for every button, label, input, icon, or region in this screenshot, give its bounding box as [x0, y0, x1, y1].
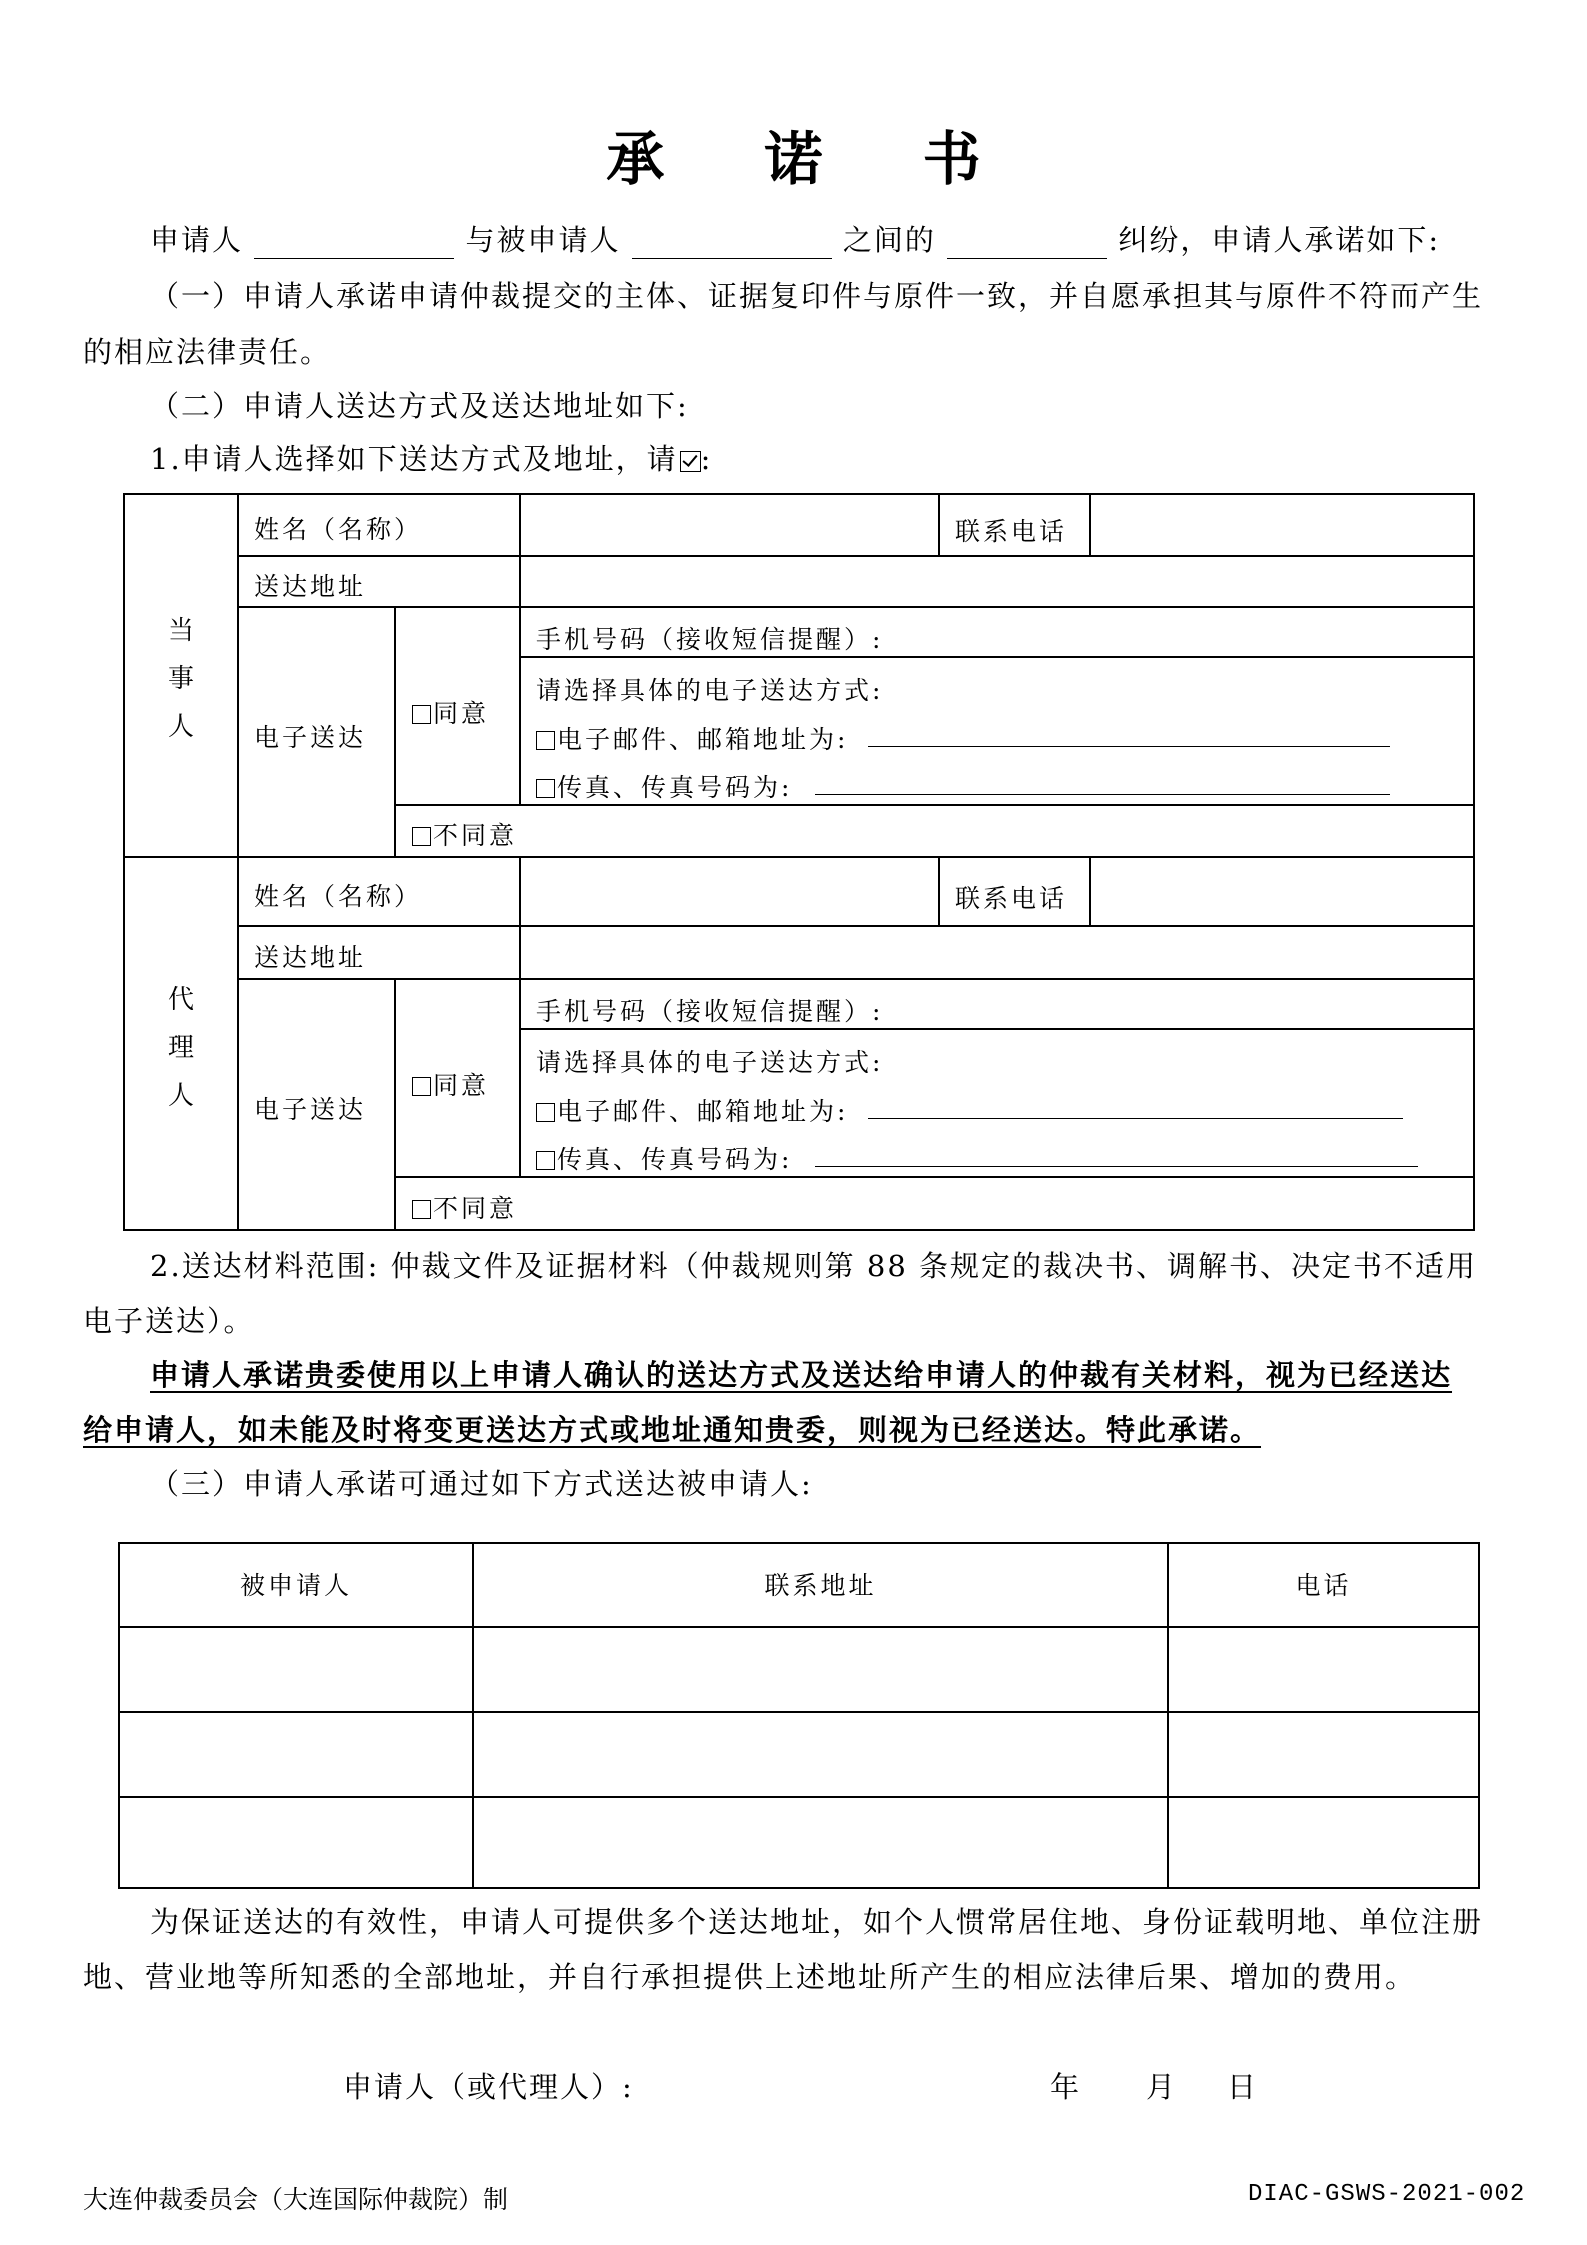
- party-address-label: 送达地址: [254, 572, 367, 601]
- agent-label-char: 代: [167, 985, 194, 1015]
- respondent-name-blank[interactable]: [632, 228, 832, 259]
- respondent-cell[interactable]: [120, 1798, 472, 1886]
- party-fax-label: 传真、传真号码为:: [557, 773, 793, 802]
- intro-line: [150, 218, 1440, 259]
- header-respondent: 被申请人: [239, 1571, 352, 1600]
- signature-month: 月: [1146, 2070, 1178, 2104]
- page-title: 承 诺 书: [606, 125, 1021, 193]
- applicant-name-blank[interactable]: [254, 228, 454, 259]
- agent-email-blank[interactable]: [868, 1118, 1403, 1119]
- party-email-blank[interactable]: [868, 746, 1390, 747]
- party-name-field[interactable]: [522, 497, 936, 553]
- item2-line2: 电子送达）。: [83, 1304, 255, 1338]
- checkbox-icon[interactable]: [536, 779, 555, 798]
- agent-choose-label: 请选择具体的电子送达方式:: [536, 1048, 884, 1077]
- section2-item1-text: 1.申请人选择如下送达方式及地址，请: [150, 442, 678, 476]
- agent-electronic-label: 电子送达: [254, 1095, 367, 1124]
- closing-line2: 地、营业地等所知悉的全部地址，并自行承担提供上述地址所产生的相应法律后果、增加的费用。: [83, 1960, 1417, 1994]
- party-agree-option[interactable]: [412, 694, 489, 730]
- phone-cell[interactable]: [1169, 1628, 1478, 1710]
- party-label: [125, 607, 237, 751]
- agent-name-label: 姓名（名称）: [254, 882, 423, 911]
- party-name-label: 姓名（名称）: [254, 515, 423, 544]
- party-electronic-label: 电子送达: [254, 723, 367, 752]
- agent-label-char: 人: [167, 1081, 194, 1111]
- header-phone: 电话: [1295, 1571, 1352, 1600]
- agent-label-char: 理: [167, 1033, 194, 1063]
- party-email-option[interactable]: [536, 720, 848, 756]
- party-agree-label: 同意: [433, 699, 490, 728]
- intro-applicant-label: 申请人: [150, 223, 244, 257]
- checkbox-icon[interactable]: [412, 705, 431, 724]
- party-choose-label: 请选择具体的电子送达方式:: [536, 676, 884, 705]
- party-phone-field[interactable]: [1092, 497, 1472, 553]
- agent-disagree-label: 不同意: [433, 1194, 518, 1223]
- party-label-char: 事: [167, 664, 194, 694]
- section3-heading: （三）申请人承诺可通过如下方式送达被申请人:: [150, 1467, 813, 1501]
- agent-disagree-option[interactable]: [412, 1189, 517, 1225]
- agent-mobile-label: 手机号码（接收短信提醒）:: [536, 997, 884, 1026]
- party-disagree-label: 不同意: [433, 821, 518, 850]
- agent-email-label: 电子邮件、邮箱地址为:: [557, 1097, 849, 1126]
- checkbox-icon[interactable]: [412, 1200, 431, 1219]
- address-cell[interactable]: [474, 1628, 1167, 1710]
- agent-agree-option[interactable]: [412, 1066, 489, 1102]
- agent-agree-label: 同意: [433, 1071, 490, 1100]
- agent-label: [125, 976, 237, 1120]
- agent-fax-option[interactable]: [536, 1140, 792, 1176]
- agent-phone-label: 联系电话: [955, 884, 1068, 913]
- signature-field[interactable]: [640, 2058, 1000, 2102]
- item2-line1: 2.送达材料范围: 仲裁文件及证据材料（仲裁规则第 88 条规定的裁决书、调解书、决定书不适用: [150, 1249, 1477, 1283]
- signature-label: 申请人（或代理人）:: [343, 2070, 634, 2104]
- agent-fax-blank[interactable]: [815, 1166, 1418, 1167]
- checkbox-icon[interactable]: [412, 1077, 431, 1096]
- respondent-cell[interactable]: [120, 1713, 472, 1795]
- header-address: 联系地址: [764, 1571, 877, 1600]
- respondent-cell[interactable]: [120, 1628, 472, 1710]
- agent-name-field[interactable]: [522, 859, 936, 923]
- signature-year: 年: [1050, 2070, 1082, 2104]
- intro-between-label: 之间的: [842, 223, 936, 257]
- party-mobile-label: 手机号码（接收短信提醒）:: [536, 625, 884, 654]
- section2-heading: （二）申请人送达方式及送达地址如下:: [150, 389, 689, 423]
- signature-day: 日: [1227, 2070, 1259, 2104]
- phone-cell[interactable]: [1169, 1798, 1478, 1886]
- party-fax-option[interactable]: [536, 768, 792, 804]
- checked-box-icon: [680, 451, 701, 472]
- party-disagree-option[interactable]: [412, 816, 517, 852]
- section2-item1: [150, 437, 712, 478]
- agent-address-label: 送达地址: [254, 943, 367, 972]
- section1-line2: 的相应法律责任。: [83, 335, 332, 369]
- checkbox-icon[interactable]: [412, 827, 431, 846]
- party-fax-blank[interactable]: [815, 794, 1390, 795]
- section1-line1: （一）申请人承诺申请仲裁提交的主体、证据复印件与原件一致，并自愿承担其与原件不符而产生: [150, 279, 1484, 313]
- agent-email-option[interactable]: [536, 1092, 848, 1128]
- party-email-label: 电子邮件、邮箱地址为:: [557, 725, 849, 754]
- bold-statement-line1: 申请人承诺贵委使用以上申请人确认的送达方式及送达给申请人的仲裁有关材料，视为已经送达: [150, 1358, 1453, 1392]
- party-address-field[interactable]: [522, 558, 1472, 604]
- party-phone-label: 联系电话: [955, 517, 1068, 546]
- section2-item1-colon: :: [700, 442, 713, 476]
- dispute-blank[interactable]: [947, 228, 1107, 259]
- checkbox-icon[interactable]: [536, 1103, 555, 1122]
- agent-fax-label: 传真、传真号码为:: [557, 1145, 793, 1174]
- agent-phone-field[interactable]: [1092, 859, 1472, 923]
- footer-code: DIAC-GSWS-2021-002: [1248, 2181, 1526, 2208]
- checkbox-icon[interactable]: [536, 1151, 555, 1170]
- party-label-char: 人: [167, 712, 194, 742]
- checkbox-icon[interactable]: [536, 731, 555, 750]
- phone-cell[interactable]: [1169, 1713, 1478, 1795]
- party-label-char: 当: [167, 616, 194, 646]
- footer-publisher: 大连仲裁委员会（大连国际仲裁院）制: [83, 2187, 509, 2214]
- bold-statement-line2: 给申请人，如未能及时将变更送达方式或地址通知贵委，则视为已经送达。特此承诺。: [83, 1413, 1262, 1447]
- closing-line1: 为保证送达的有效性，申请人可提供多个送达地址，如个人惯常居住地、身份证载明地、单位注册: [150, 1905, 1484, 1939]
- address-cell[interactable]: [474, 1798, 1167, 1886]
- address-cell[interactable]: [474, 1713, 1167, 1795]
- intro-respondent-label: 与被申请人: [465, 223, 621, 257]
- intro-dispute-label: 纠纷，申请人承诺如下:: [1118, 223, 1441, 257]
- agent-address-field[interactable]: [522, 928, 1472, 976]
